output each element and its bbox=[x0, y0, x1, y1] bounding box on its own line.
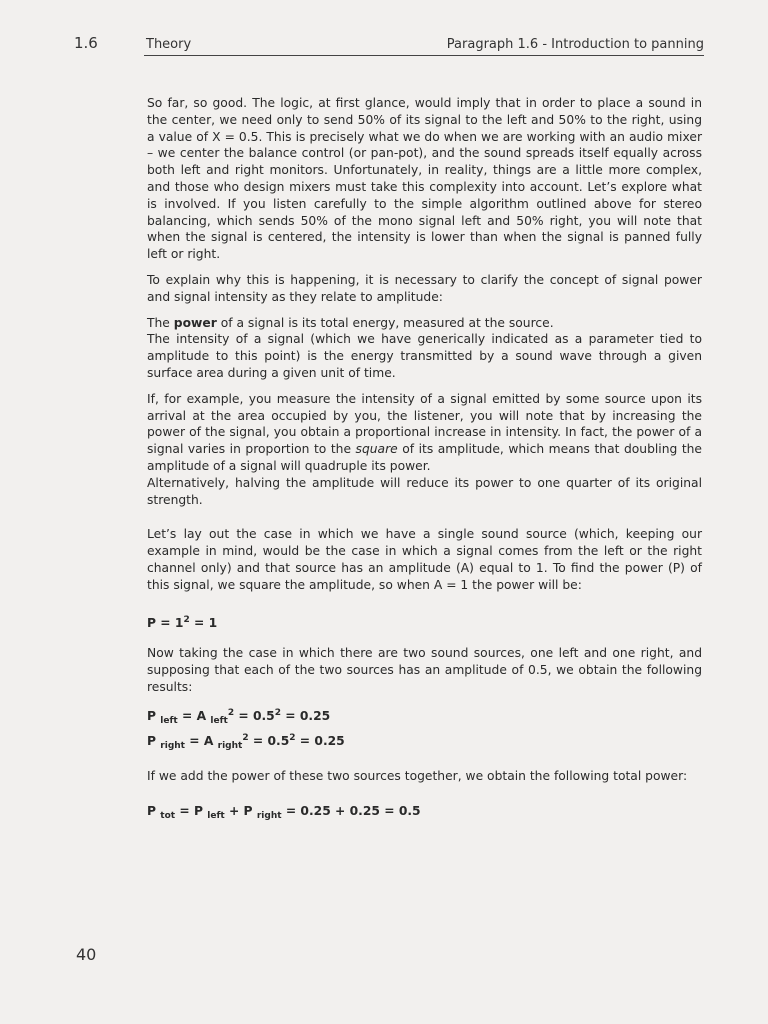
paragraph-explain: To explain why this is happening, it is necessary to clarify the concept of signal power and signal intensity as they relate to amplitude: bbox=[147, 272, 702, 304]
term-power: power bbox=[173, 315, 217, 330]
paragraph-two-sources: Now taking the case in which there are two sound sources, one left and one right, and supposing that each of the two sources has an amplitude of 0.5, we obtain the following results: bbox=[147, 646, 702, 694]
term-square: square bbox=[355, 442, 398, 457]
running-header-title: Paragraph 1.6 - Introduction to panning bbox=[446, 37, 704, 52]
formula-left-right bbox=[147, 705, 702, 755]
formula-left: P $_{left}$ = A $_{left}^2 = 0.5^2 = 0.25$ bbox=[147, 707, 331, 726]
formula-total-power: P $_{tot}$ = P $_{left}$ + P $_{right}$ = 0.25 + 0.25 = 0.5 bbox=[147, 804, 421, 822]
formula-single-power: $P = 1^2 = 1$ bbox=[147, 614, 218, 630]
paragraph-single-source: Let’s lay out the case in which we have a single sound source (which, keeping our example in mind, would be the case in which a signal comes from the left or the right channel only) and that source has an amplitude (A) equal to 1. To find the power (P) of this signal, we square the amplitude, so when A = 1 the power will be: bbox=[147, 527, 702, 592]
running-header-section: Theory bbox=[146, 37, 192, 52]
paragraph-example: If, for example, you measure the intensity of a signal emitted by some source upon its arrival at the area occupied by you, the listener, you will note that by increasing the power of the signal, you obtain a proportional increase in intensity. In fact, the power of a signal varies in proportion to the square of its amplitude, which means that doubling the amplitude of a signal will quadruple its power. bbox=[147, 391, 702, 473]
chapter-number: 1.6 bbox=[74, 34, 98, 52]
paragraph-power: The power of a signal is its total energy, measured at the source. bbox=[147, 315, 554, 330]
paragraph-intro: So far, so good. The logic, at first glance, would imply that in order to place a sound in the center, we need only to send 50% of its signal to the left and 50% to the right, using a value of X = 0.5. This is precisely what we do when we are working with an audio mixer – we center the balance control (or pan-pot), and the sound spreads itself equally across both left and right monitors. Unfortunately, in reality, things are a little more complex, and those who design mixers must take this complexity into account. Let’s explore what is involved. If you listen carefully to the simple algorithm outlined above for stereo balancing, which sends 50% of the mono signal left and 50% right, you will note that when the signal is centered, the intensity is lower than when the signal is panned fully left or right. bbox=[147, 96, 702, 262]
paragraph-halving: Alternatively, halving the amplitude will reduce its power to one quarter of its original strength. bbox=[147, 475, 702, 507]
page-number: 40 bbox=[76, 945, 97, 964]
page-body bbox=[147, 95, 702, 839]
formula-right: P $_{right}$ = A $_{right}^2 = 0.5^2 = 0.25$ bbox=[147, 732, 345, 751]
header-rule bbox=[144, 55, 704, 56]
paragraph-intensity: The intensity of a signal (which we have generically indicated as a parameter tied to amplitude to this point) is the energy transmitted by a sound wave through a given surface area during a given unit of time. bbox=[147, 332, 702, 380]
paragraph-total: If we add the power of these two sources together, we obtain the following total power: bbox=[147, 769, 688, 784]
